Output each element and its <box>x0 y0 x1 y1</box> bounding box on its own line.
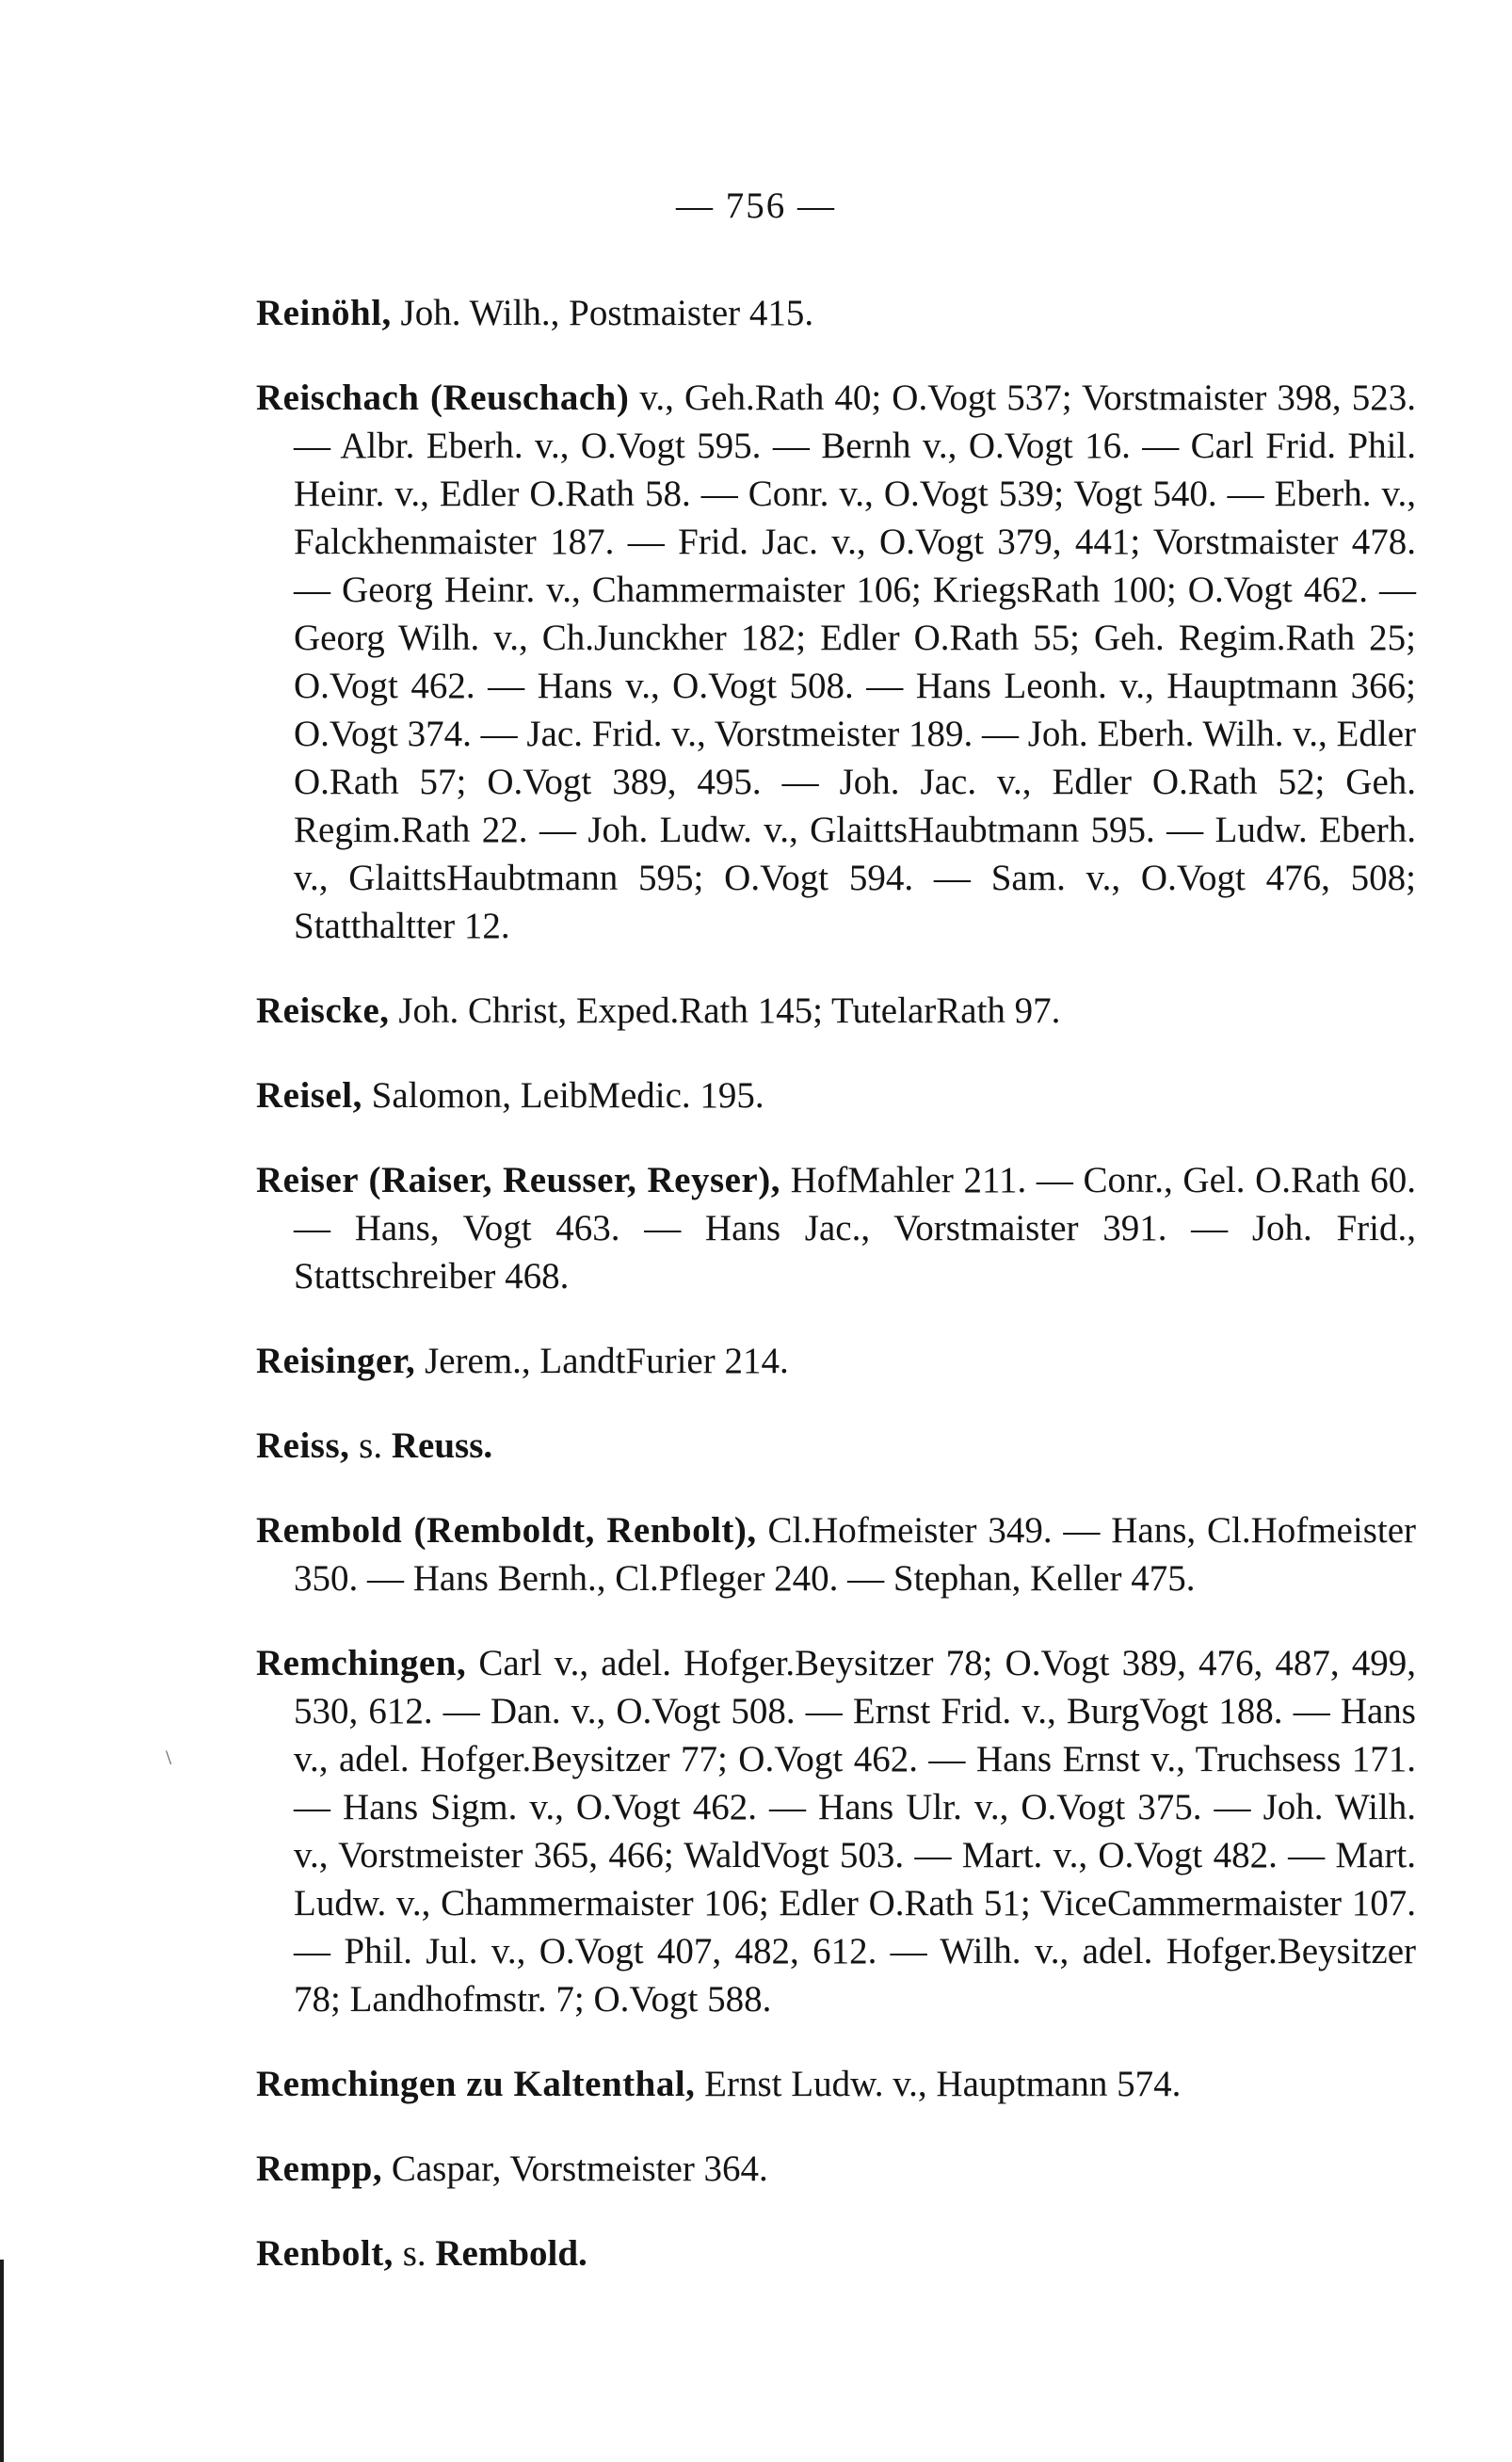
entry-headword: Renbolt, <box>256 2233 394 2274</box>
page-number: — 756 — <box>676 185 836 226</box>
entry-text: Ernst Ludw. v., Hauptmann 574. <box>695 2064 1182 2104</box>
index-entry-reiscke <box>256 987 1416 1035</box>
index-entry-remchingen <box>256 1639 1416 2023</box>
entry-headword: Reisinger, <box>256 1341 416 1381</box>
entry-cross-reference: Rembold. <box>435 2233 587 2274</box>
entry-cross-reference: Reuss. <box>391 1425 493 1466</box>
stray-ink-mark: \ <box>166 1746 172 1769</box>
entry-text: HofMahler 211. — Conr., Gel. O.Rath 60. — Hans, Vogt 463. — Hans Jac., Vorstmaister 391. — Joh. Frid., Stattschreiber 468. <box>294 1160 1416 1296</box>
index-entry-reisel <box>256 1071 1416 1119</box>
entry-text: Carl v., adel. Hofger.Beysitzer 78; O.Vogt 389, 476, 487, 499, 530, 612. — Dan. v., O.Vogt 508. — Ernst Frid. v., BurgVogt 188. — Hans v., adel. Hofger.Beysitzer 77; O.Vogt 462. — Hans Ernst v., Truchsess 171. — Hans Sigm. v., O.Vogt 462. — Hans Ulr. v., O.Vogt 375. — Joh. Wilh. v., Vorstmeister 365, 466; WaldVogt 503. — Mart. v., O.Vogt 482. — Mart. Ludw. v., Chammermaister 106; Edler O.Rath 51; ViceCammermaister 107. — Phil. Jul. v., O.Vogt 407, 482, 612. — Wilh. v., adel. Hofger.Beysitzer 78; Landhofmstr. 7; O.Vogt 588. <box>294 1643 1416 2019</box>
entry-text: Joh. Wilh., Postmaister 415. <box>391 293 814 333</box>
entry-text: Jerem., LandtFurier 214. <box>415 1341 789 1381</box>
index-entry-reisinger <box>256 1337 1416 1385</box>
entry-text: s. <box>349 1425 392 1466</box>
index-entry-reiser <box>256 1156 1416 1300</box>
entry-text: v., Geh.Rath 40; O.Vogt 537; Vorstmaister 398, 523. — Albr. Eberh. v., O.Vogt 595. — Bernh v., O.Vogt 16. — Carl Frid. Phil. Heinr. v., Edler O.Rath 58. — Conr. v., O.Vogt 539; Vogt 540. — Eberh. v., Falckhenmaister 187. — Frid. Jac. v., O.Vogt 379, 441; Vorstmaister 478. — Georg Heinr. v., Chammermaister 106; KriegsRath 100; O.Vogt 462. — Georg Wilh. v., Ch.Junckher 182; Edler O.Rath 55; Geh. Regim.Rath 25; O.Vogt 462. — Hans v., O.Vogt 508. — Hans Leonh. v., Hauptmann 366; O.Vogt 374. — Jac. Frid. v., Vorstmeister 189. — Joh. Eberh. Wilh. v., Edler O.Rath 57; O.Vogt 389, 495. — Joh. Jac. v., Edler O.Rath 52; Geh. Regim.Rath 22. — Joh. Ludw. v., GlaittsHaubtmann 595. — Ludw. Eberh. v., GlaittsHaubtmann 595; O.Vogt 594. — Sam. v., O.Vogt 476, 508; Statthaltter 12. <box>294 378 1416 946</box>
entry-headword: Remchingen zu Kaltenthal, <box>256 2064 696 2104</box>
scan-edge-mark <box>0 2260 4 2462</box>
entry-headword: Reischach (Reuschach) <box>256 378 630 418</box>
entry-headword: Reiser (Raiser, Reusser, Reyser), <box>256 1160 780 1200</box>
entry-headword: Reiscke, <box>256 990 390 1031</box>
entry-headword: Reinöhl, <box>256 293 392 333</box>
index-entry-reiss <box>256 1422 1416 1470</box>
entry-headword: Rempp, <box>256 2148 383 2189</box>
entry-text: s. <box>393 2233 436 2274</box>
index-entry-rembold <box>256 1506 1416 1602</box>
index-entry-renbolt <box>256 2229 1416 2277</box>
index-entries <box>256 252 1416 2287</box>
entry-headword: Rembold (Remboldt, Renbolt), <box>256 1510 757 1551</box>
index-entry-reischach <box>256 374 1416 950</box>
index-entry-remchingen-zu-kaltenthal <box>256 2060 1416 2108</box>
entry-text: Salomon, LeibMedic. 195. <box>362 1075 764 1116</box>
entry-text: Joh. Christ, Exped.Rath 145; TutelarRath 97. <box>389 990 1061 1031</box>
index-entry-reinoehl <box>256 289 1416 337</box>
index-entry-rempp <box>256 2145 1416 2193</box>
entry-text: Cl.Hofmeister 349. — Hans, Cl.Hofmeister 350. — Hans Bernh., Cl.Pfleger 240. — Stephan, Keller 475. <box>294 1510 1417 1599</box>
entry-headword: Remchingen, <box>256 1643 467 1683</box>
entry-headword: Reiss, <box>256 1425 350 1466</box>
entry-text: Caspar, Vorstmeister 364. <box>382 2148 768 2189</box>
entry-headword: Reisel, <box>256 1075 362 1116</box>
